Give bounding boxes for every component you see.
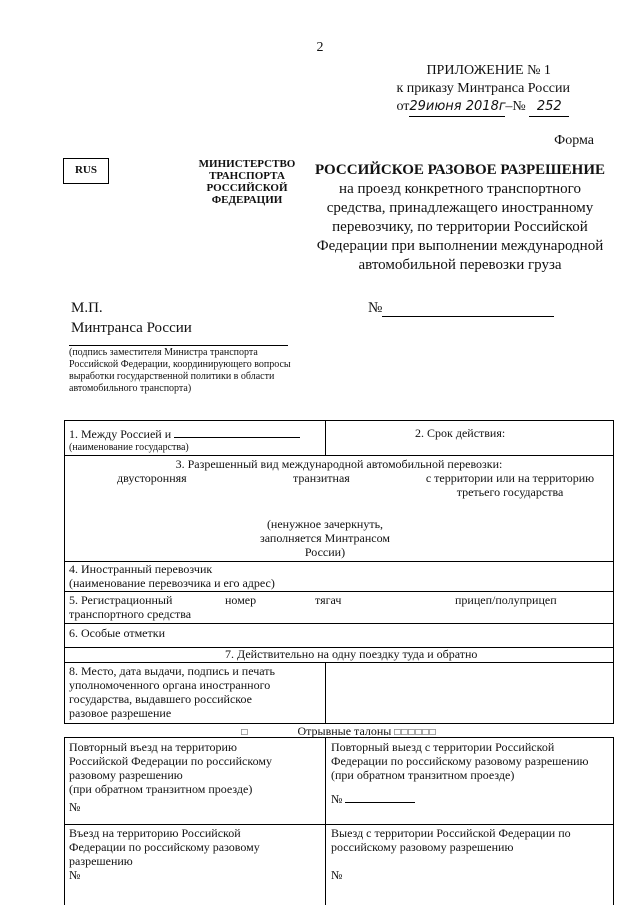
row-6 bbox=[65, 623, 613, 648]
row-8 bbox=[65, 662, 613, 724]
row-3 bbox=[65, 455, 613, 562]
row-4 bbox=[65, 561, 613, 592]
trailer-label: прицеп/полуприцеп bbox=[455, 593, 557, 607]
coupon-line: разрешению bbox=[69, 854, 133, 868]
permit-number bbox=[368, 300, 554, 317]
handwritten-date: 29июня 2018г bbox=[409, 98, 505, 117]
permit-title-main: РОССИЙСКОЕ РАЗОВОЕ РАЗРЕШЕНИЕ bbox=[314, 162, 605, 178]
row-7 bbox=[65, 647, 613, 663]
coupon-line: разовому разрешению bbox=[69, 768, 183, 782]
coupon-reentry bbox=[69, 740, 321, 814]
permit-table bbox=[64, 420, 614, 724]
page-number: 2 bbox=[316, 40, 324, 55]
coupon-line: Российской Федерации по российскому bbox=[69, 754, 272, 768]
state-name-field[interactable] bbox=[174, 425, 300, 438]
special-marks-label: 6. Особые отметки bbox=[69, 626, 165, 640]
permit-title-line: автомобильной перевозки груза bbox=[358, 257, 562, 273]
form-label: Форма bbox=[554, 133, 594, 148]
stamp-ministry: Минтранса России bbox=[71, 320, 192, 336]
option-bilateral[interactable]: двусторонняя bbox=[117, 471, 187, 485]
permit-title-line: средства, принадлежащего иностранному bbox=[326, 200, 594, 216]
coupon-line: Федерации по российскому разовому разрешению bbox=[331, 754, 589, 768]
permit-number-field[interactable] bbox=[382, 302, 554, 317]
carrier-label: 4. Иностранный перевозчик bbox=[69, 562, 213, 576]
coupon-number-label: № bbox=[69, 868, 81, 882]
coupons-table bbox=[64, 737, 614, 905]
row-1 bbox=[65, 421, 613, 456]
option-third-country[interactable] bbox=[415, 471, 605, 499]
stamp-mp: М.П. bbox=[71, 300, 103, 316]
ministry-line: ТРАНСПОРТА bbox=[209, 170, 285, 182]
tear-off-label: Отрывные талоны bbox=[297, 724, 392, 738]
coupon-line: российскому разовому разрешению bbox=[331, 840, 514, 854]
signature-line[interactable] bbox=[69, 345, 288, 346]
coupon-number-field[interactable] bbox=[345, 792, 415, 803]
coupon-number bbox=[331, 792, 611, 806]
number-prefix: № bbox=[512, 99, 526, 114]
option-third-country-line1: с территории или на территорию bbox=[425, 471, 595, 485]
coupon-line: Повторный выезд с территории Российской bbox=[331, 740, 555, 754]
reg-number-word: номер bbox=[225, 593, 257, 607]
coupon-line: Повторный въезд на территорию bbox=[69, 740, 237, 754]
strike-note bbox=[245, 517, 405, 559]
coupon-entry bbox=[69, 826, 321, 882]
appendix-order: к приказу Минтранса России bbox=[396, 81, 570, 96]
appendix-block bbox=[396, 62, 570, 117]
ministry-line: ФЕДЕРАЦИИ bbox=[211, 194, 283, 206]
option-transit[interactable]: транзитная bbox=[293, 471, 350, 485]
between-russia-label: 1. Между Россией и bbox=[69, 427, 172, 441]
coupon-exit bbox=[331, 826, 611, 882]
permit-number-label: № bbox=[368, 300, 383, 316]
state-name-note: (наименование государства) bbox=[69, 442, 189, 453]
checkbox-icon: □ bbox=[241, 727, 248, 738]
ministry-name bbox=[196, 158, 298, 206]
permit-title-line: Федерации при выполнении международной bbox=[316, 238, 604, 254]
strike-note-line: России) bbox=[304, 545, 346, 559]
coupon-line: (при обратном транзитном проезде) bbox=[331, 768, 515, 782]
issue-line: государства, выдавшего российское bbox=[69, 692, 252, 706]
strike-note-line: заполняется Минтрансом bbox=[259, 531, 390, 545]
coupon-number-label: № bbox=[331, 868, 343, 882]
appendix-title: ПРИЛОЖЕНИЕ № 1 bbox=[426, 63, 551, 78]
row-1-left bbox=[69, 425, 319, 455]
coupon-line: Въезд на территорию Российской bbox=[69, 826, 241, 840]
issue-line: уполномоченного органа иностранного bbox=[69, 678, 271, 692]
signature-note: (подпись заместителя Министра транспорта Российской Федерации, координирующего вопросы выработки государственной политики в области автомобильного транспорта) bbox=[69, 347, 291, 394]
vehicle-label: транспортного средства bbox=[69, 607, 192, 621]
permit-title bbox=[310, 161, 610, 275]
carrier-note: (наименование перевозчика и его адрес) bbox=[69, 576, 275, 590]
coupon-reexit bbox=[331, 740, 611, 806]
strike-note-line: (ненужное зачеркнуть, bbox=[266, 517, 384, 531]
stamp-place bbox=[71, 298, 192, 338]
coupon-number-label: № bbox=[331, 792, 343, 806]
issue-line: разовое разрешение bbox=[69, 706, 172, 720]
from-prefix: от bbox=[396, 99, 410, 114]
issue-line: 8. Место, дата выдачи, подпись и печать bbox=[69, 664, 275, 678]
coupon-line: Выезд с территории Российской Федерации по bbox=[331, 826, 571, 840]
checkbox-row-icon: □□□□□□ bbox=[394, 727, 437, 738]
tractor-label: тягач bbox=[315, 593, 342, 607]
handwritten-number: 252 bbox=[529, 98, 569, 117]
ministry-line: МИНИСТЕРСТВО bbox=[198, 158, 296, 170]
appendix-date-line: от29июня 2018г–№ 252 bbox=[396, 98, 570, 117]
validity-label: 2. Срок действия: bbox=[415, 426, 506, 440]
permit-title-line: перевозчику, по территории Российской bbox=[332, 219, 588, 235]
option-third-country-line2: третьего государства bbox=[456, 485, 564, 499]
coupon-line: (при обратном транзитном проезде) bbox=[69, 782, 253, 796]
country-code-box: RUS bbox=[63, 158, 109, 184]
row-5 bbox=[65, 591, 613, 624]
valid-one-trip: 7. Действительно на одну поездку туда и обратно bbox=[225, 647, 478, 661]
transport-type-heading: 3. Разрешенный вид международной автомобильной перевозки: bbox=[175, 457, 503, 471]
reg-label: 5. Регистрационный bbox=[69, 593, 173, 607]
coupon-line: Федерации по российскому разовому bbox=[69, 840, 260, 854]
issue-place-label bbox=[69, 664, 321, 720]
coupon-number-label: № bbox=[69, 800, 81, 814]
ministry-line: РОССИЙСКОЙ bbox=[206, 182, 288, 194]
permit-title-line: на проезд конкретного транспортного bbox=[339, 181, 581, 197]
